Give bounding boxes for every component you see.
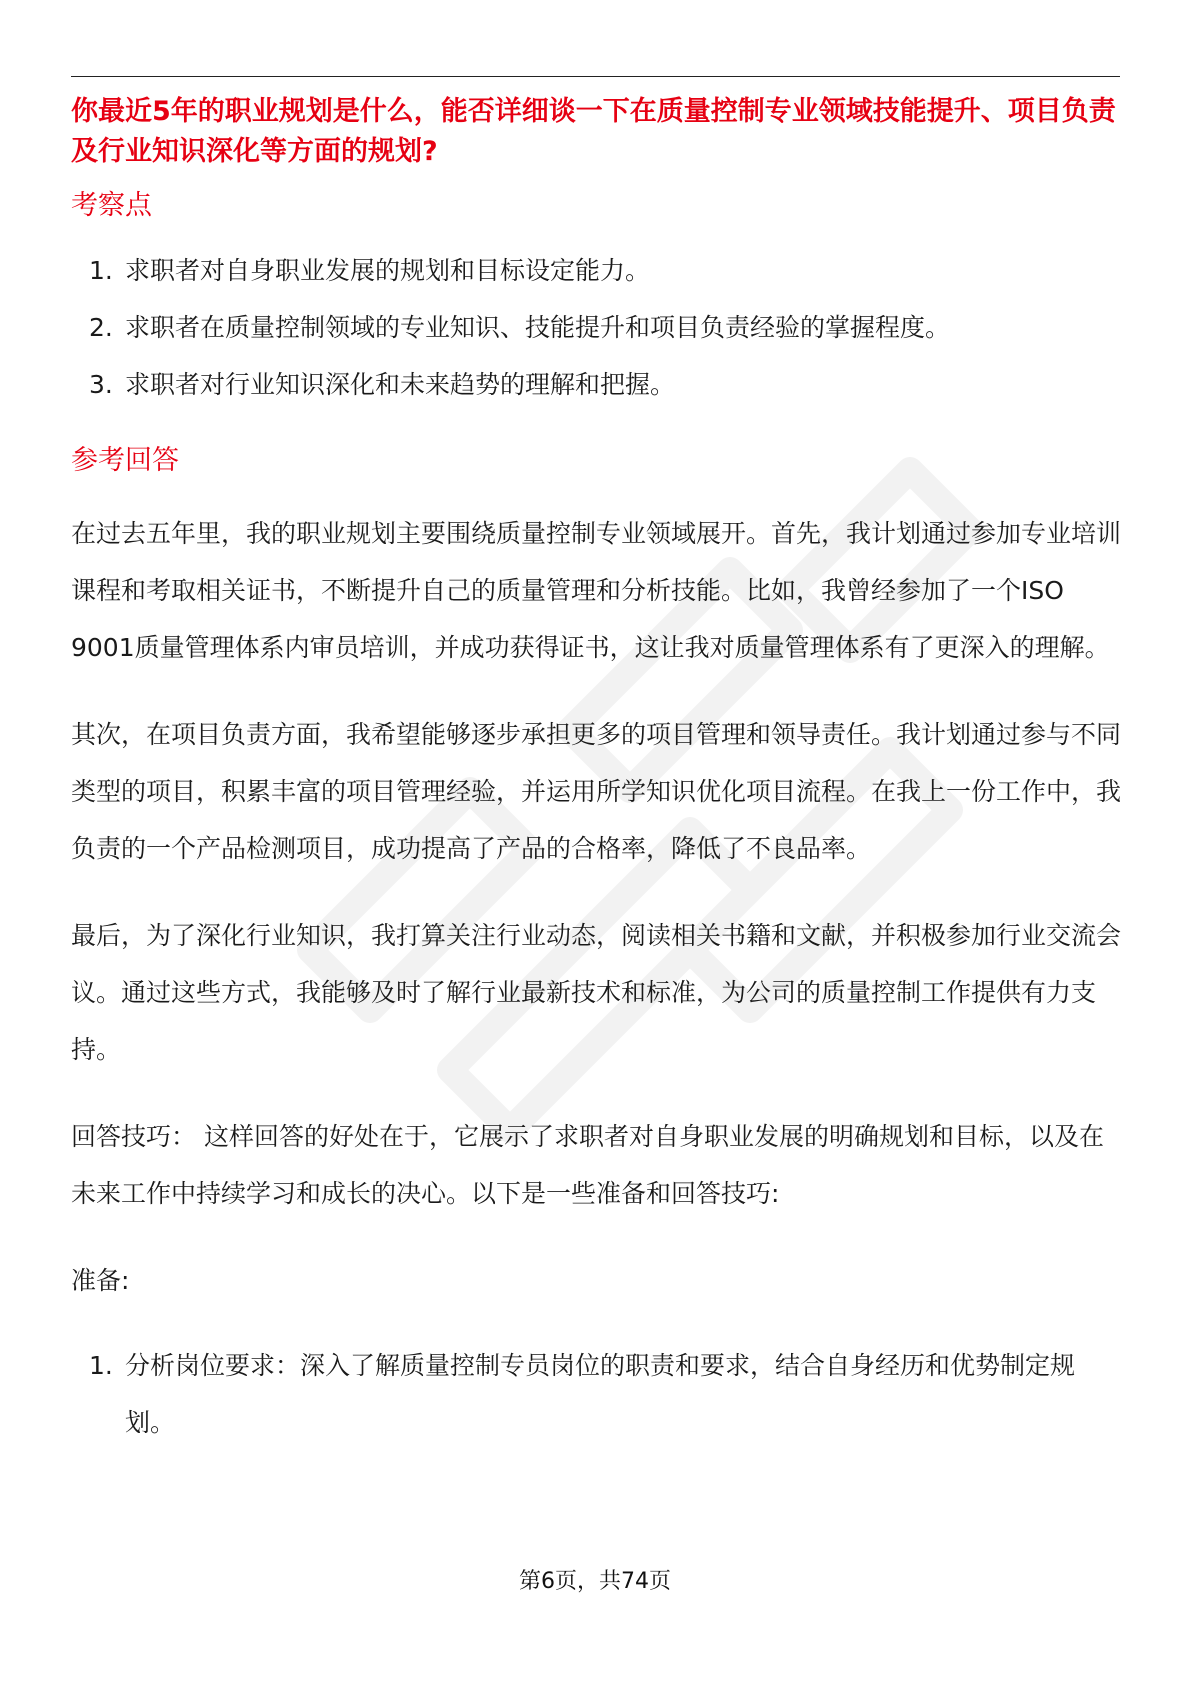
answer-paragraph-3: 最后，为了深化行业知识，我打算关注行业动态，阅读相关书籍和文献，并积极参加行业交流会议。通过这些方式，我能够及时了解行业最新技术和标准，为公司的质量控制工作提供有力支持。 [71, 921, 1122, 1064]
heading-points: 考察点 [71, 190, 152, 221]
points-list [71, 242, 1123, 413]
list-item [71, 356, 1123, 413]
list-item-number: 2. [89, 313, 113, 342]
heading-answer: 参考回答 [71, 445, 179, 476]
top-rule [71, 76, 1120, 77]
list-item-number: 1. [89, 256, 113, 285]
list-item-text: 分析岗位要求：深入了解质量控制专员岗位的职责和要求，结合自身经历和优势制定规划。 [125, 1351, 1076, 1437]
list-item-text: 求职者在质量控制领域的专业知识、技能提升和项目负责经验的掌握程度。 [125, 313, 951, 342]
list-item [71, 299, 1123, 356]
answer-paragraph-1: 在过去五年里，我的职业规划主要围绕质量控制专业领域展开。首先，我计划通过参加专业培训课程和考取相关证书，不断提升自己的质量管理和分析技能。比如，我曾经参加了一个ISO 9001质量管理体系内审员培训，并成功获得证书，这让我对质量管理体系有了更深入的理解。 [71, 519, 1122, 662]
prep-label: 准备: [71, 1266, 130, 1295]
answer-paragraph-2: 其次，在项目负责方面，我希望能够逐步承担更多的项目管理和领导责任。我计划通过参与不同类型的项目，积累丰富的项目管理经验，并运用所学知识优化项目流程。在我上一份工作中，我负责的一个产品检测项目，成功提高了产品的合格率，降低了不良品率。 [71, 720, 1122, 863]
document-content [71, 92, 1123, 1451]
question-title: 你最近5年的职业规划是什么，能否详细谈一下在质量控制专业领域技能提升、项目负责及行业知识深化等方面的规划? [71, 96, 1116, 167]
list-item [71, 242, 1123, 299]
list-item-text: 求职者对行业知识深化和未来趋势的理解和把握。 [125, 370, 676, 399]
list-item-number: 3. [89, 370, 113, 399]
list-item-text: 求职者对自身职业发展的规划和目标设定能力。 [125, 256, 651, 285]
tips-paragraph: 回答技巧： 这样回答的好处在于，它展示了求职者对自身职业发展的明确规划和目标，以及在未来工作中持续学习和成长的决心。以下是一些准备和回答技巧: [71, 1122, 1104, 1208]
page-footer: 第6页，共74页 [519, 1569, 671, 1594]
prep-list [71, 1337, 1123, 1451]
list-item [71, 1337, 1123, 1451]
list-item-number: 1. [89, 1351, 113, 1380]
